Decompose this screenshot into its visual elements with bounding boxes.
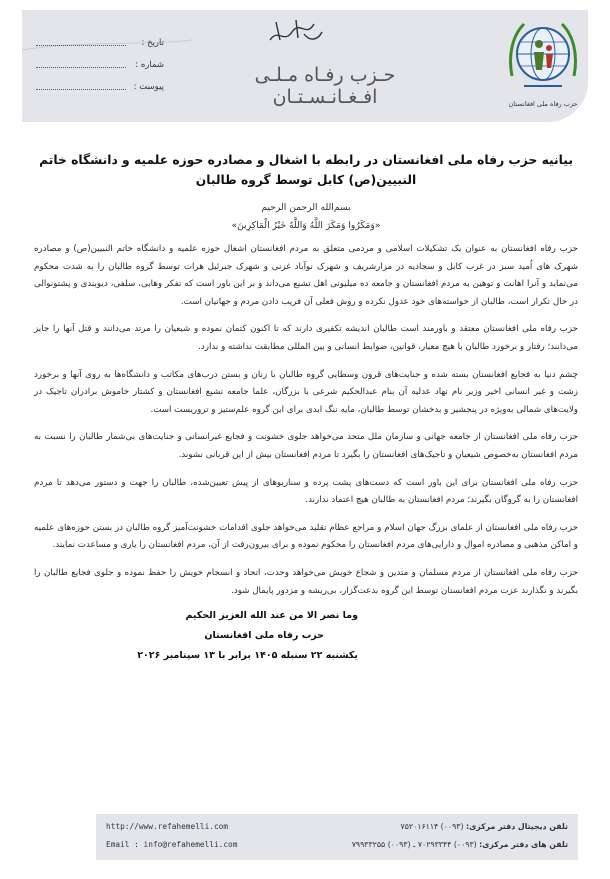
number-field[interactable] (34, 60, 164, 70)
date-label: تاریخ : (141, 38, 164, 48)
paragraph: حزب رفاه ملی افغانستان از جامعه جهانی و سازمان ملل متحد می‌خواهد جلوی خشونت و فجایع غیرانسانی و جنایت‌های بی‌شمار طالبان را نسبت به مردم افغانستان به‌خصوص شیعیان و تاجیک‌های افغانستان را بگیرد تا مردم افغانستان بیش از این قربانی نشوند. (34, 432, 578, 460)
statement-body (34, 150, 578, 661)
party-name-header: حـزب رفـاه مـلـی افـغـانـسـتـان (254, 64, 396, 108)
paragraph: حزب رفاه ملی افغانستان از مردم مسلمان و متدین و شجاع خویش می‌خواهد وحدت، اتحاد و انسجام خویش را حفظ نموده و جلوی فجایع طالبان را بگیرند و نگذارند عزت مردم افغانستان توسط این گروه بدعت‌گزار، بی‌ریشه و مزدور پایمال شود. (34, 567, 578, 596)
quran-verse: «وَمَكَرُوا وَمَكَرَ اللَّهُ وَاللَّهُ خَيْرُ الْمَاكِرِينَ» (231, 220, 381, 231)
closing-signature: حزب رفاه ملی افغانستان (204, 630, 324, 642)
footer-phone-contacts (352, 822, 568, 858)
footer-web-contacts (106, 822, 237, 858)
statement-title: بیانیه حزب رفاه ملی افغانستان در رابطه با اشغال و مصادره حوزه علمیه و دانشگاه خاتم النبیین(ص) کابل توسط گروه طالبان (39, 153, 573, 187)
paragraph: چشم دنیا به فجایع افغانستان بسته شده و جنایت‌های قرون وسطایی گروه طالبان با زنان و بستن درب‌های مکاتب و دانشگاه‌ها به روی آنها و برخورد زشت و غیر انسانی اخیر وزیر نام نهاد عدلیه آن بنام عبدالحکیم شرعی با بزرگان، علما جامعه تشیع افغانستان و کشتار خاموش برادران تاجیک در ولایت‌های شمالی به‌ویژه در پنجشیر و بدخشان توسط طالبان، مایه ننگ ابدی برای این گروه علم‌ستیز و تروریست است. (34, 369, 578, 415)
digital-phone-label: تلفن دیجیتال دفتر مرکزی: (466, 822, 568, 831)
paragraph: حزب رفاه افغانستان به عنوان یک تشکیلات اسلامی و مردمی متعلق به مردم افغانستان اشغال حوزه علمیه و دانشگاه خاتم النبیین(ص) و مصادره شهرک های اُمید سبز در غرب کابل و سجادیه در مزارشریف و شهرک نوآباد غزنی و شهرک جبرئیل هرات توسط گروه طالبان را به شدت محکوم می‌نماید و آنرا اهانت و توهین به مردم افغانستان و جامعه ده میلیونی اهل تشیع می‌داند و بر این باور است که تفکر وهابی، سلفی، دیوبندی و پشتونوالی در حال تکرار است، طالبان از خواسته‌های خود عدول نکرده و روش فعلی آن فریب دادن مردم و جهانیان است. (34, 244, 578, 307)
logo-caption: حزب رفاه ملی افغانستان (508, 100, 578, 108)
paragraph: حزب رفاه ملی افغانستان برای این باور است که دست‌های پشت پرده و سناریوهای از پیش تعیین‌شده، طالبان را جهت و دستور می‌دهد تا مردم افغانستان را به گروگان بگیرند؛ مردم افغانستان به طالبان هیچ اعتماد ندارند. (34, 477, 578, 506)
website-link[interactable]: http://www.refahemelli.com (106, 822, 229, 831)
letterhead-footer (96, 814, 578, 860)
number-label: شماره : (135, 60, 164, 70)
party-logo-globe-icon (506, 16, 580, 96)
date-line (36, 40, 126, 46)
number-line (36, 62, 126, 68)
letter-meta-fields (34, 38, 164, 104)
date-field[interactable] (34, 38, 164, 48)
office-phones-label: تلفن های دفتر مرکزی: (479, 840, 568, 849)
attachment-label: پیوست : (133, 82, 164, 92)
office-phones-row (352, 840, 568, 849)
office-phones-value: (۰۰۹۳) ۷۰۲۹۳۳۴۴ ـ (۰۰۹۳) ۷۹۹۳۳۲۵۵ (351, 840, 477, 849)
closing-prayer: وما نصر الا من عند الله العزیز الحکیم (185, 610, 358, 622)
attachment-line (36, 84, 126, 90)
digital-phone-value: (۰۰۹۳) ۷۵۲۰۱۶۱۱۴ (400, 822, 464, 831)
paragraph: حزب رفاه ملی افغانستان معتقد و باورمند است طالبان اندیشه تکفیری دارند که تا اکنون کتمان نموده و شیعیان را مرتد می‌دانند و قتل آنها را جایز می‌دانند؛ رفتار و برخورد طالبان با هیچ معیار، قوانین، ضوابط انسانی و بین المللی مطابقت نداشته و ندارد. (34, 324, 578, 352)
closing-block (34, 610, 578, 661)
basmala: بسم‌الله الرحمن الرحیم (261, 202, 351, 213)
closing-date: یکشنبه ۲۲ سنبله ۱۴۰۵ برابر با ۱۳ سپتامبر ۲۰۲۶ (137, 650, 358, 662)
attachment-field[interactable] (34, 82, 164, 92)
paragraph: حزب رفاه ملی افغانستان از علمای بزرگ جهان اسلام و مراجع عظام تقلید می‌خواهد جلوی اقدامات خشونت‌آمیز گروه طالبان در بستن حوزه‌های علمیه و اماکن مذهبی و مصادره اموال و دارایی‌های مردم افغانستان را محکوم نموده و برای بیرون‌رفت از آن، مردم افغانستان را یاری و مساعدت نمایند. (34, 522, 578, 551)
calligraphy-bismillah-icon (266, 14, 326, 48)
email-link[interactable]: Email : info@refahemelli.com (106, 840, 238, 849)
digital-phone-row (352, 822, 568, 831)
